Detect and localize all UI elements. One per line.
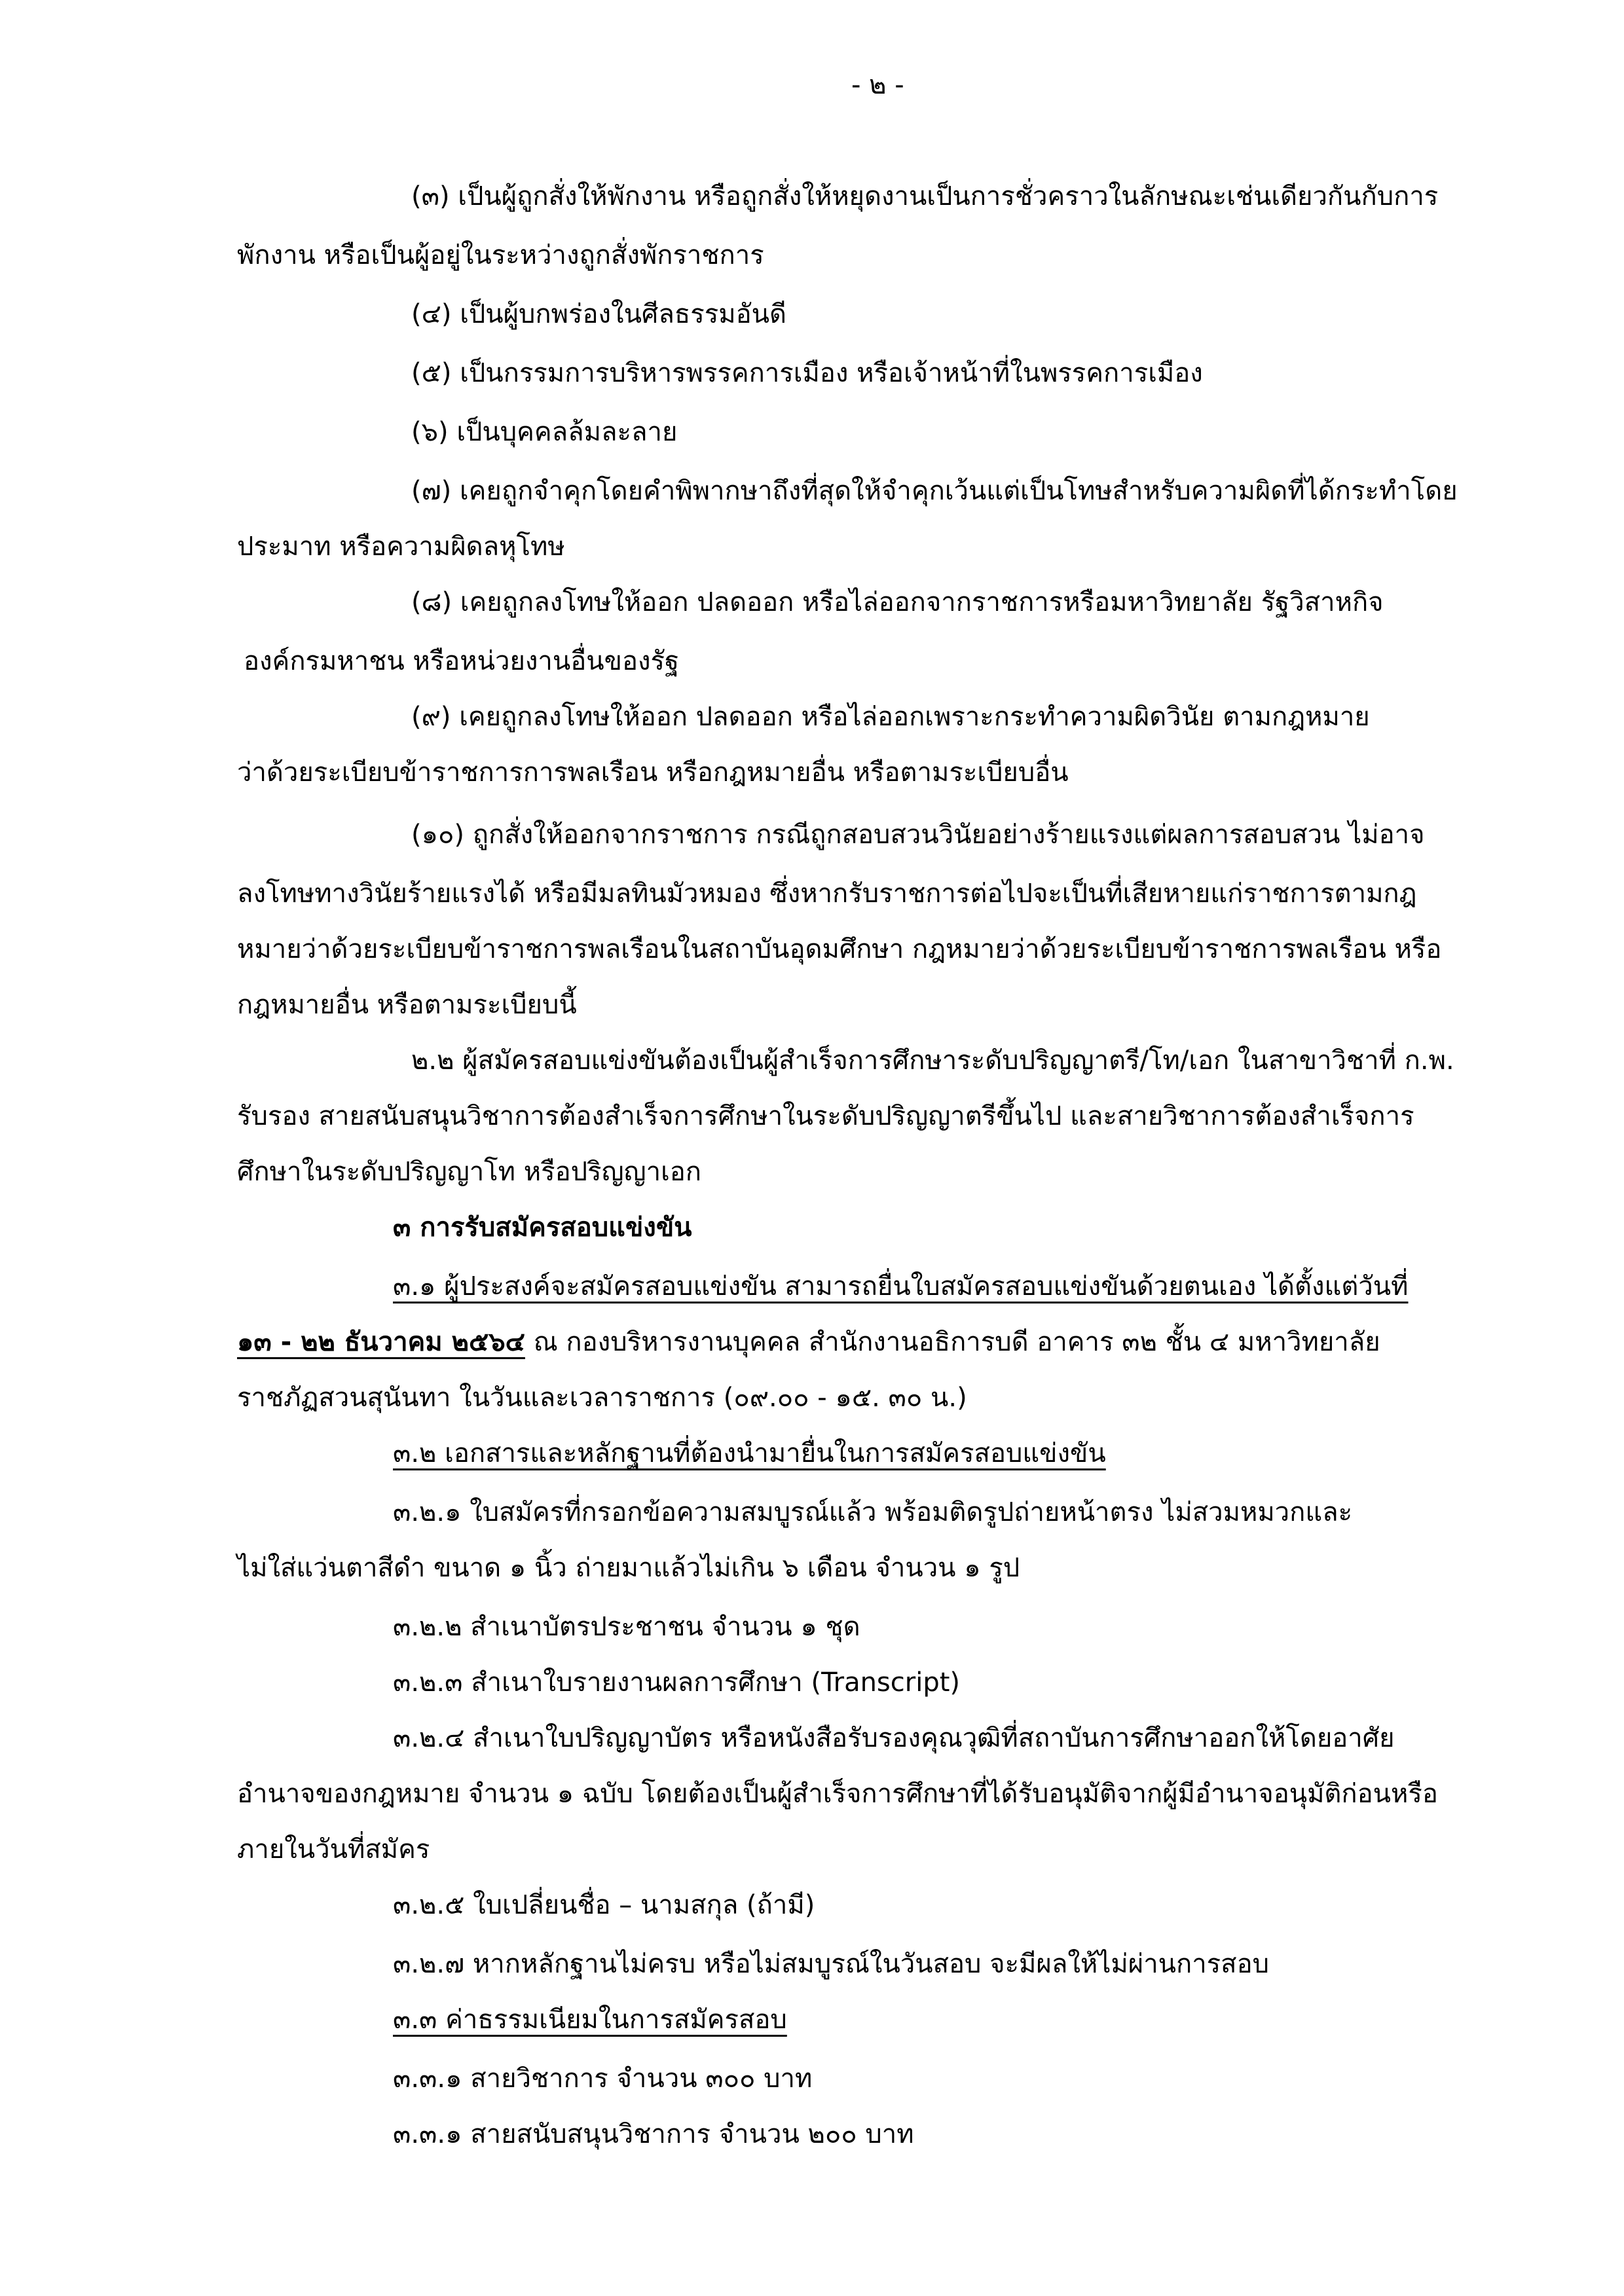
paragraph-line: (๔) เป็นผู้บกพร่องในศีลธรรมอันดี bbox=[411, 299, 786, 329]
paragraph-line: หมายว่าด้วยระเบียบข้าราชการพลเรือนในสถาบันอุดมศึกษา กฎหมายว่าด้วยระเบียบข้าราชการพลเรือน หรือ bbox=[237, 934, 1442, 964]
paragraph-line: ๓.๓.๑ สายวิชาการ จำนวน ๓๐๐ บาท bbox=[393, 2064, 813, 2094]
paragraph-line: ราชภัฏสวนสุนันทา ในวันและเวลาราชการ (๐๙.๐๐ - ๑๕. ๓๐ น.) bbox=[237, 1383, 967, 1413]
paragraph-line: ๓.๓.๑ สายสนับสนุนวิชาการ จำนวน ๒๐๐ บาท bbox=[393, 2119, 914, 2149]
paragraph-line: ประมาท หรือความผิดลหุโทษ bbox=[237, 532, 565, 562]
paragraph-line bbox=[237, 1322, 1380, 1362]
page-number: - ๒ - bbox=[851, 70, 904, 100]
paragraph-line: ๓.๒.๒ สำเนาบัตรประชาชน จำนวน ๑ ชุด bbox=[393, 1612, 860, 1642]
paragraph-line: ๓.๒.๔ สำเนาใบปริญญาบัตร หรือหนังสือรับรองคุณวุฒิที่สถาบันการศึกษาออกให้โดยอาศัย bbox=[393, 1723, 1395, 1753]
paragraph-line: ไม่ใส่แว่นตาสีดำ ขนาด ๑ นิ้ว ถ่ายมาแล้วไม่เกิน ๖ เดือน จำนวน ๑ รูป bbox=[237, 1553, 1020, 1583]
paragraph-line: ๓.๒.๗ หากหลักฐานไม่ครบ หรือไม่สมบูรณ์ในวันสอบ จะมีผลให้ไม่ผ่านการสอบ bbox=[393, 1949, 1269, 1979]
paragraph-line: ๓.๒.๑ ใบสมัครที่กรอกข้อความสมบูรณ์แล้ว พร้อมติดรูปถ่ายหน้าตรง ไม่สวมหมวกและ bbox=[393, 1497, 1353, 1527]
paragraph-line: (๓) เป็นผู้ถูกสั่งให้พักงาน หรือถูกสั่งให้หยุดงานเป็นการชั่วคราวในลักษณะเช่นเดียวกันกับการ bbox=[411, 181, 1439, 211]
paragraph-line: ว่าด้วยระเบียบข้าราชการการพลเรือน หรือกฎหมายอื่น หรือตามระเบียบอื่น bbox=[237, 757, 1069, 788]
paragraph-line: อำนาจของกฎหมาย จำนวน ๑ ฉบับ โดยต้องเป็นผู้สำเร็จการศึกษาที่ได้รับอนุมัติจากผู้มีอำนาจอนุมัติก่อนหรือ bbox=[237, 1779, 1438, 1809]
section-heading: ๓ การรับสมัครสอบแข่งขัน bbox=[393, 1212, 692, 1243]
paragraph-line: (๘) เคยถูกลงโทษให้ออก ปลดออก หรือไล่ออกจากราชการหรือมหาวิทยาลัย รัฐวิสาหกิจ bbox=[411, 587, 1384, 617]
paragraph-line: ๓.๒.๓ สำเนาใบรายงานผลการศึกษา (Transcript) bbox=[393, 1667, 960, 1698]
paragraph-line: รับรอง สายสนับสนุนวิชาการต้องสำเร็จการศึกษาในระดับปริญญาตรีขึ้นไป และสายวิชาการต้องสำเร็จการ bbox=[237, 1101, 1414, 1131]
location-text: ณ กองบริหารงานบุคคล สำนักงานอธิการบดี อาคาร ๓๒ ชั้น ๔ มหาวิทยาลัย bbox=[525, 1327, 1380, 1357]
paragraph-line: (๖) เป็นบุคคลล้มละลาย bbox=[411, 417, 678, 447]
paragraph-line: ๓.๑ ผู้ประสงค์จะสมัครสอบแข่งขัน สามารถยื่นใบสมัครสอบแข่งขันด้วยตนเอง ได้ตั้งแต่วันที่ bbox=[393, 1271, 1409, 1302]
paragraph-line: กฎหมายอื่น หรือตามระเบียบนี้ bbox=[237, 990, 577, 1020]
subsection-heading: ๓.๓ ค่าธรรมเนียมในการสมัครสอบ bbox=[393, 2005, 787, 2035]
paragraph-line: องค์กรมหาชน หรือหน่วยงานอื่นของรัฐ bbox=[244, 646, 680, 676]
paragraph-line: (๙) เคยถูกลงโทษให้ออก ปลดออก หรือไล่ออกเพราะกระทำความผิดวินัย ตามกฎหมาย bbox=[411, 702, 1370, 732]
paragraph-line: ศึกษาในระดับปริญญาโท หรือปริญญาเอก bbox=[237, 1157, 702, 1187]
paragraph-line: (๗) เคยถูกจำคุกโดยคำพิพากษาถึงที่สุดให้จำคุกเว้นแต่เป็นโทษสำหรับความผิดที่ได้กระทำโดย bbox=[411, 476, 1458, 506]
paragraph-line: พักงาน หรือเป็นผู้อยู่ในระหว่างถูกสั่งพักราชการ bbox=[237, 240, 764, 270]
paragraph-line: ภายในวันที่สมัคร bbox=[237, 1834, 430, 1865]
paragraph-line: ลงโทษทางวินัยร้ายแรงได้ หรือมีมลทินมัวหมอง ซึ่งหากรับราชการต่อไปจะเป็นที่เสียหายแก่ราชการตามกฎ bbox=[237, 879, 1417, 909]
paragraph-line: (๕) เป็นกรรมการบริหารพรรคการเมือง หรือเจ้าหน้าที่ในพรรคการเมือง bbox=[411, 358, 1203, 388]
date-range: ๑๓ - ๒๒ ธันวาคม ๒๕๖๔ bbox=[237, 1327, 525, 1357]
paragraph-line: ๒.๒ ผู้สมัครสอบแข่งขันต้องเป็นผู้สำเร็จการศึกษาระดับปริญญาตรี/โท/เอก ในสาขาวิชาที่ ก.พ. bbox=[411, 1046, 1454, 1076]
subsection-heading: ๓.๒ เอกสารและหลักฐานที่ต้องนำมายื่นในการสมัครสอบแข่งขัน bbox=[393, 1438, 1106, 1468]
paragraph-line: ๓.๒.๕ ใบเปลี่ยนชื่อ – นามสกุล (ถ้ามี) bbox=[393, 1890, 815, 1920]
paragraph-line: (๑๐) ถูกสั่งให้ออกจากราชการ กรณีถูกสอบสวนวินัยอย่างร้ายแรงแต่ผลการสอบสวน ไม่อาจ bbox=[411, 820, 1425, 850]
